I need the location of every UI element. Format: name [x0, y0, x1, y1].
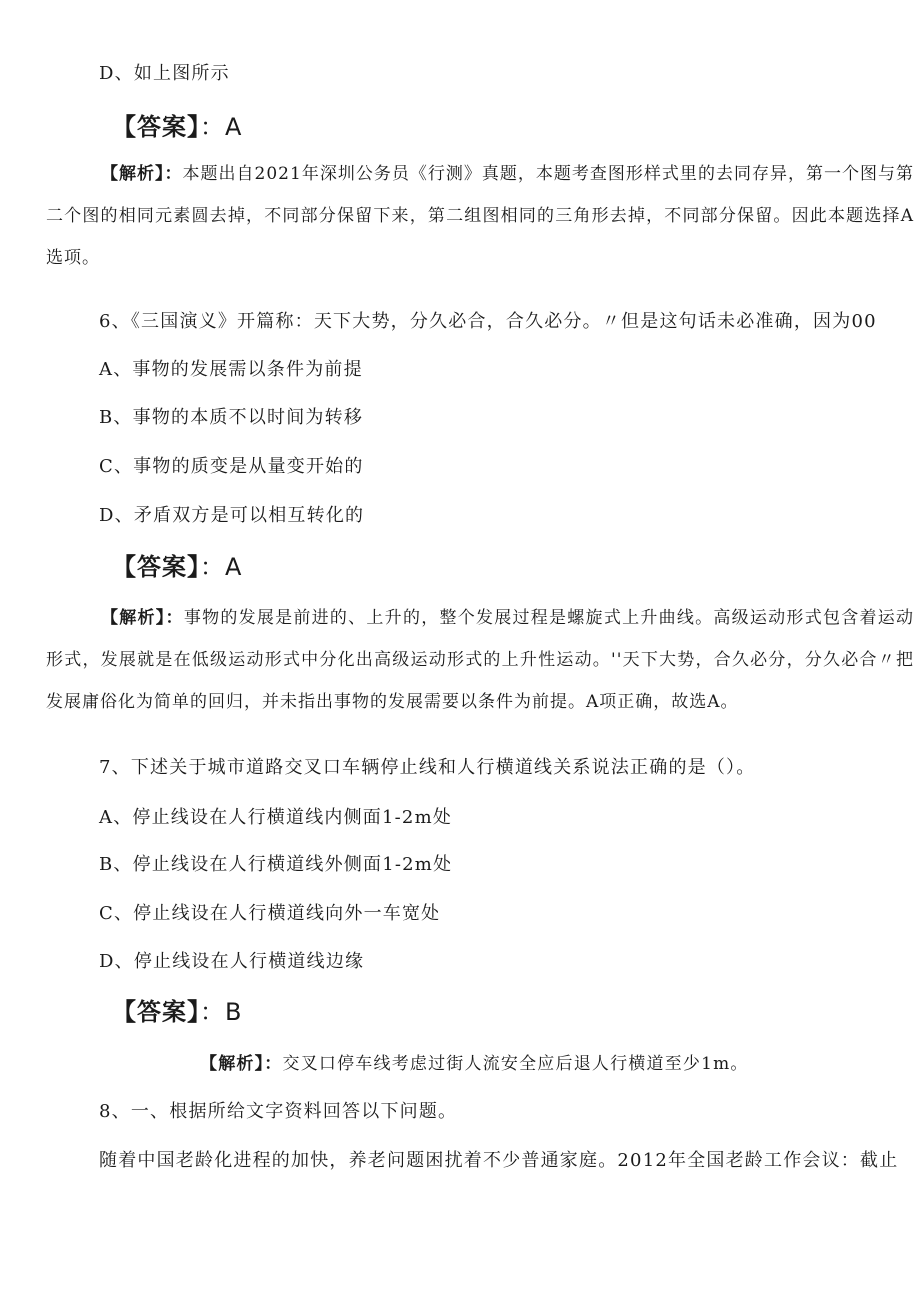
q7-answer — [112, 997, 242, 1027]
q6-option-c: C、事物的质变是从量变开始的 — [99, 456, 364, 477]
q7-option-c: C、停止线设在人行横道线向外一车宽处 — [99, 903, 441, 924]
answer-value: ：A — [200, 553, 243, 581]
q7-option-a: A、停止线设在人行横道线内侧面1-2m处 — [99, 807, 453, 828]
q5-analysis — [46, 153, 914, 279]
analysis-text: 事物的发展是前进的、上升的，整个发展过程是螺旋式上升曲线。高级运动形式包含着运动形式，发展就是在低级运动形式中分化出高级运动形式的上升性运动。''天下大势，合久必分，分久必合〃把发展庸俗化为简单的回归，并未指出事物的发展需要以条件为前提。A项正确，故选A。 — [46, 608, 915, 712]
q5-option-d: D、如上图所示 — [99, 63, 230, 84]
q6-stem: 6、《三国演义》开篇称：天下大势，分久必合，合久必分。〃但是这句话未必准确，因为00 — [99, 311, 877, 332]
q7-stem: 7、下述关于城市道路交叉口车辆停止线和人行横道线关系说法正确的是（）。 — [99, 757, 756, 778]
q7-option-b: B、停止线设在人行横道线外侧面1-2m处 — [99, 854, 453, 875]
q6-option-b: B、事物的本质不以时间为转移 — [99, 407, 364, 428]
answer-value: ：A — [200, 113, 243, 141]
answer-value: ：B — [200, 998, 243, 1026]
analysis-text: 交叉口停车线考虑过街人流安全应后退人行横道至少1m。 — [282, 1054, 749, 1074]
analysis-text: 本题出自2021年深圳公务员《行测》真题，本题考查图形样式里的去同存异，第一个图与第二个图的相同元素圆去掉，不同部分保留下来，第二组图相同的三角形去掉，不同部分保留。因此本题选择A选项。 — [46, 164, 915, 268]
q7-option-d: D、停止线设在人行横道线边缘 — [99, 951, 365, 972]
answer-label: 【答案】 — [112, 553, 200, 581]
q8-passage: 随着中国老龄化进程的加快，养老问题困扰着不少普通家庭。2012年全国老龄工作会议：截止 — [99, 1150, 899, 1171]
answer-label: 【答案】 — [112, 998, 200, 1026]
q8-stem: 8、一、根据所给文字资料回答以下问题。 — [99, 1101, 458, 1122]
q7-analysis — [200, 1052, 749, 1076]
q5-answer — [112, 112, 242, 142]
analysis-label: 【解析】： — [101, 608, 184, 628]
analysis-label: 【解析】： — [101, 164, 183, 184]
answer-label: 【答案】 — [112, 113, 200, 141]
q6-analysis — [46, 597, 914, 723]
q6-option-a: A、事物的发展需以条件为前提 — [99, 359, 363, 380]
analysis-label: 【解析】： — [200, 1054, 283, 1074]
q6-answer — [112, 552, 242, 582]
q6-option-d: D、矛盾双方是可以相互转化的 — [99, 505, 365, 526]
